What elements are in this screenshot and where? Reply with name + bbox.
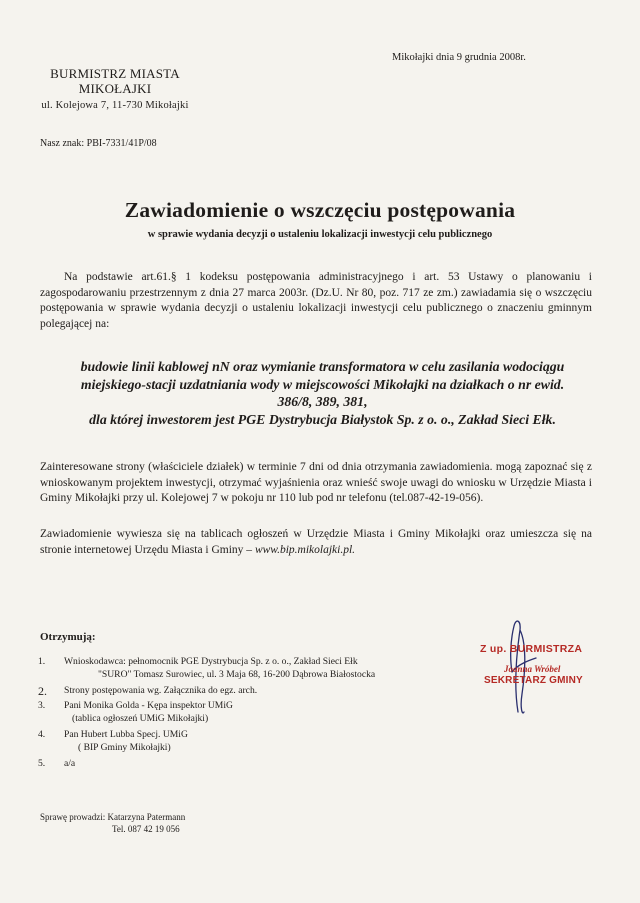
recipient-number: 4.	[38, 728, 46, 740]
publication-paragraph	[40, 527, 592, 558]
case-handler: Sprawę prowadzi: Katarzyna Patermann	[40, 812, 186, 822]
authority-address: ul. Kolejowa 7, 11-730 Mikołajki	[41, 100, 189, 111]
document-title: Zawiadomienie o wszczęciu postępowania	[124, 198, 516, 222]
recipients-heading: Otrzymują:	[40, 631, 96, 643]
recipient-item	[38, 758, 478, 771]
recipient-text: Strony postępowania wg. Załącznika do egz. arch.	[64, 684, 258, 696]
recipient-text: Pan Hubert Lubba Specj. UMiG	[64, 728, 188, 740]
bip-link[interactable]: www.bip.mikolajki.pl.	[254, 543, 356, 556]
legal-basis-paragraph: Na podstawie art.61.§ 1 kodeksu postępowania administracyjnego i art. 53 Ustawy o planowaniu i zagospodarowaniu przestrzennym z dnia 27 marca 2003r. (Dz.U. Nr 80, poz. 717 ze zm.) zawiadamia się o wszczęciu postępowania w sprawie wydania decyzji o ustaleniu lokalizacji inwestycji celu publicznego o znaczeniu gminnym polegającej na:	[40, 271, 592, 330]
investment-line-3: 386/8, 389, 381,	[277, 394, 368, 409]
recipients-list	[38, 656, 478, 773]
authority-title: BURMISTRZ MIASTA	[50, 66, 180, 81]
document-subtitle: w sprawie wydania decyzji o ustaleniu lokalizacji inwestycji celu publicznego	[147, 229, 493, 240]
recipient-number: 3.	[38, 700, 46, 712]
official-stamp	[474, 612, 624, 722]
stamp-signatory-name: Joanna Wróbel	[504, 664, 561, 674]
stamp-authorization: Z up. BURMISTRZA	[480, 643, 583, 655]
recipient-subtext: "SURO" Tomasz Surowiec, ul. 3 Maja 68, 16-200 Dąbrowa Białostocka	[98, 668, 376, 680]
recipient-text: a/a	[64, 757, 76, 769]
recipient-subtext: ( BIP Gminy Mikołajki)	[78, 741, 171, 753]
reference-number: Nasz znak: PBI-7331/41P/08	[40, 138, 157, 149]
authority-town: MIKOŁAJKI	[78, 81, 152, 96]
issuing-authority	[40, 66, 190, 113]
parties-notice-paragraph: Zainteresowane strony (właściciele działek) w terminie 7 dni od dnia otrzymania zawiadomienia. mogą zapoznać się z wnioskowanym projektem inwestycji, otrzymać wyjaśnienia oraz wnieść swoje uwagi do wniosku w Urzędzie Miasta i Gminy Mikołajki przy ul. Kolejowej 7 w pokoju nr 110 lub pod nr telefonu (tel.087-42-19-056).	[40, 461, 592, 505]
stamp-position: SEKRETARZ GMINY	[484, 675, 583, 686]
recipient-item	[38, 656, 478, 682]
recipient-item	[38, 700, 478, 726]
recipient-text: Wnioskodawca: pełnomocnik PGE Dystrybucja Sp. z o. o., Zakład Sieci Ełk	[64, 656, 358, 667]
investment-description	[30, 358, 615, 428]
recipient-number: 2.	[38, 683, 47, 698]
recipient-subtext: (tablica ogłoszeń UMiG Mikołajki)	[72, 713, 209, 725]
recipient-number: 5.	[38, 757, 46, 769]
recipient-item	[38, 729, 478, 755]
publication-text: Zawiadomienie wywiesza się na tablicach ogłoszeń w Urzędzie Miasta i Gminy Mikołajki oraz umieszcza się na stronie internetowej Urzędu Miasta i Gminy –	[40, 528, 592, 556]
investment-line-1: budowie linii kablowej nN oraz wymianie transformatora w celu zasilania wodociągu	[80, 359, 565, 374]
investment-line-2: miejskiego-stacji uzdatniania wody w miejscowości Mikołajki na działkach o nr ewid.	[80, 376, 565, 392]
recipient-text: Pani Monika Golda - Kępa inspektor UMiG	[64, 700, 233, 712]
case-handler-phone: Tel. 087 42 19 056	[112, 823, 180, 834]
recipient-number: 1.	[38, 656, 46, 667]
recipient-item	[38, 685, 478, 698]
investment-line-4: dla której inwestorem jest PGE Dystrybucja Białystok Sp. z o. o., Zakład Sieci Ełk.	[89, 411, 556, 427]
case-handler-footer	[40, 812, 185, 835]
document-date: Mikołajki dnia 9 grudnia 2008r.	[392, 52, 526, 63]
